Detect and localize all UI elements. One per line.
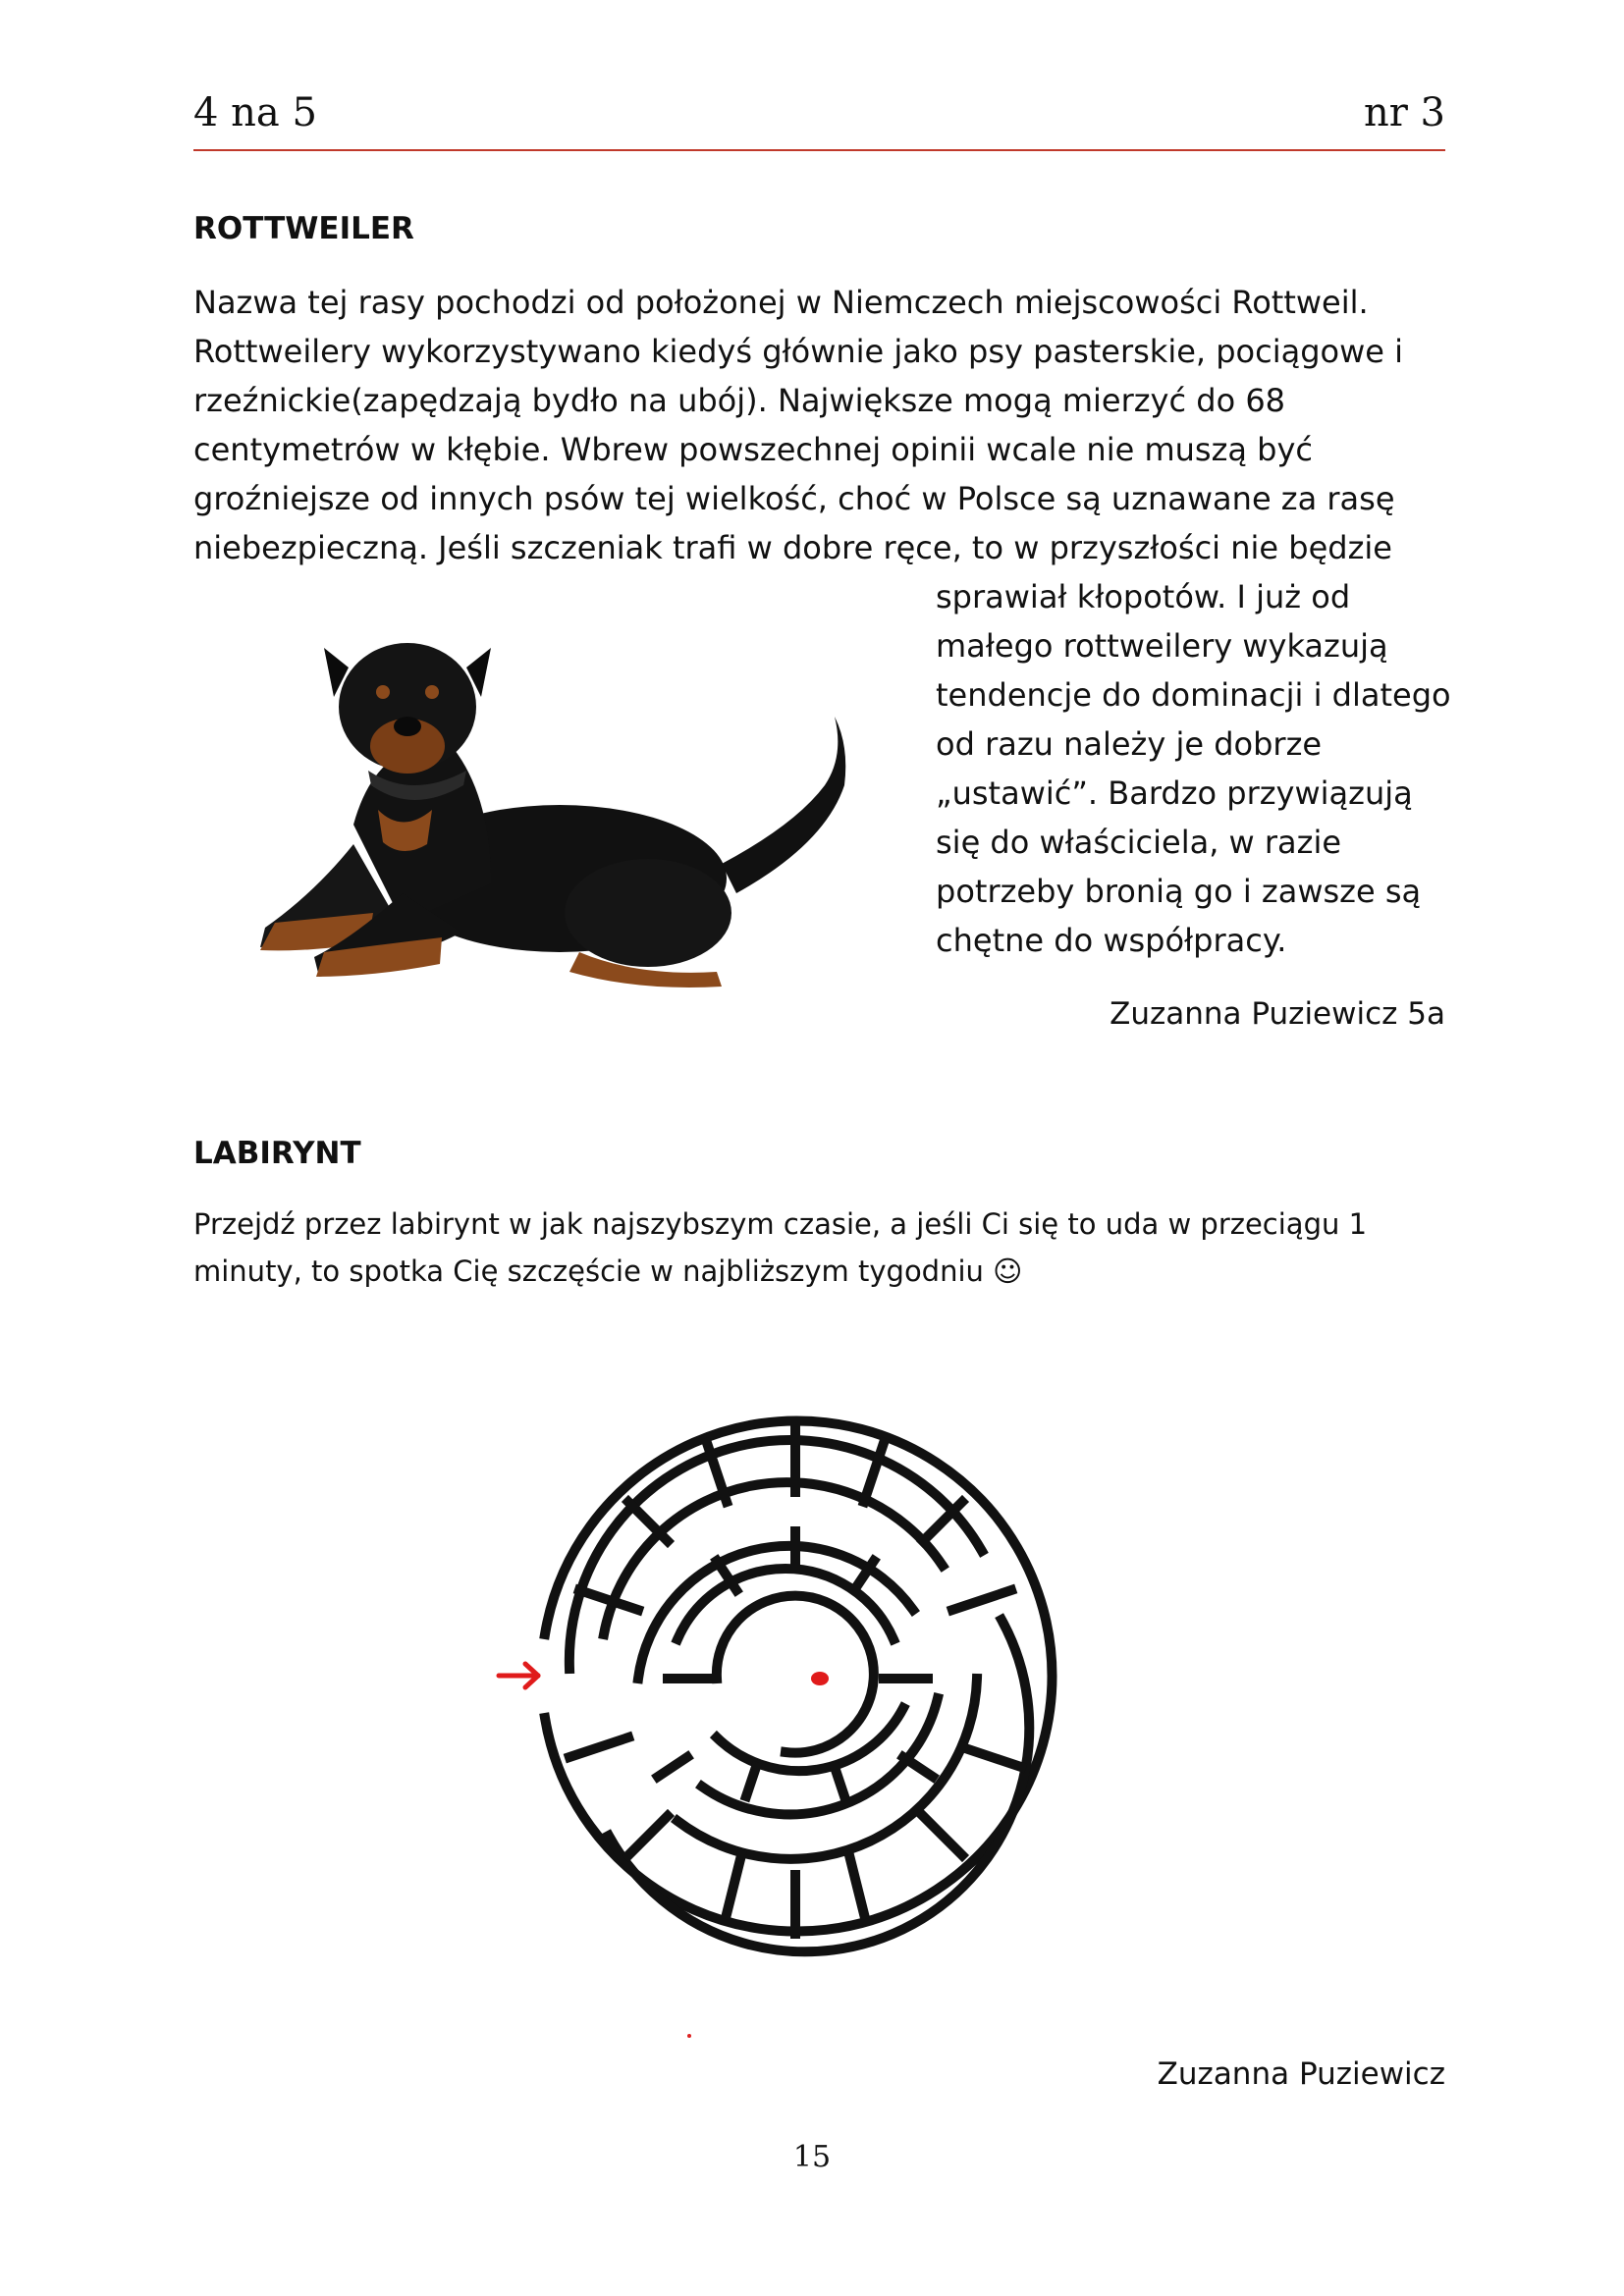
paragraph-line: małego rottweilery wykazują bbox=[936, 627, 1388, 665]
page-number: 15 bbox=[792, 2140, 832, 2174]
paragraph-line: Rottweilery wykorzystywano kiedyś głównie jako psy pasterskie, pociągowe i bbox=[193, 333, 1404, 370]
paragraph-line: chętne do współpracy. bbox=[936, 922, 1287, 959]
paragraph-line: tendencje do dominacji i dlatego bbox=[936, 676, 1451, 714]
paragraph-line: się do właściciela, w razie bbox=[936, 824, 1342, 861]
maze-paragraph bbox=[193, 1201, 1367, 1295]
page-header bbox=[193, 90, 1445, 151]
rottweiler-author: Zuzanna Puziewicz 5a bbox=[1110, 996, 1445, 1032]
stray-red-dot bbox=[687, 2034, 691, 2038]
paragraph-line: Nazwa tej rasy pochodzi od położonej w Niemczech miejscowości Rottweil. bbox=[193, 284, 1369, 321]
circular-maze bbox=[491, 1384, 1100, 1973]
rottweiler-heading: ROTTWEILER bbox=[193, 211, 414, 246]
paragraph-line: centymetrów w kłębie. Wbrew powszechnej opinii wcale nie muszą być bbox=[193, 431, 1313, 468]
paragraph-line: rzeźnickie(zapędzają bydło na ubój). Największe mogą mierzyć do 68 bbox=[193, 382, 1286, 419]
maze-heading: LABIRYNT bbox=[193, 1136, 361, 1171]
rottweiler-photo bbox=[206, 599, 893, 1031]
paragraph-line: „ustawić”. Bardzo przywiązują bbox=[936, 774, 1413, 812]
header-issue-title: 4 na 5 bbox=[193, 90, 317, 135]
header-issue-number: nr 3 bbox=[1363, 90, 1445, 135]
rottweiler-paragraph-wrapped bbox=[936, 572, 1451, 965]
paragraph-line: minuty, to spotka Cię szczęście w najbliższym tygodniu ☺ bbox=[193, 1255, 1023, 1288]
paragraph-line: od razu należy je dobrze bbox=[936, 725, 1323, 763]
paragraph-line: Przejdź przez labirynt w jak najszybszym czasie, a jeśli Ci się to uda w przeciągu 1 bbox=[193, 1207, 1368, 1241]
paragraph-line: potrzeby bronią go i zawsze są bbox=[936, 873, 1422, 910]
paragraph-line: niebezpieczną. Jeśli szczeniak trafi w dobre ręce, to w przyszłości nie będzie bbox=[193, 529, 1392, 566]
maze-author: Zuzanna Puziewicz bbox=[1157, 2056, 1445, 2092]
paragraph-line: sprawiał kłopotów. I już od bbox=[936, 578, 1351, 615]
rottweiler-paragraph bbox=[193, 278, 1403, 572]
paragraph-line: groźniejsze od innych psów tej wielkość, choć w Polsce są uznawane za rasę bbox=[193, 480, 1395, 517]
